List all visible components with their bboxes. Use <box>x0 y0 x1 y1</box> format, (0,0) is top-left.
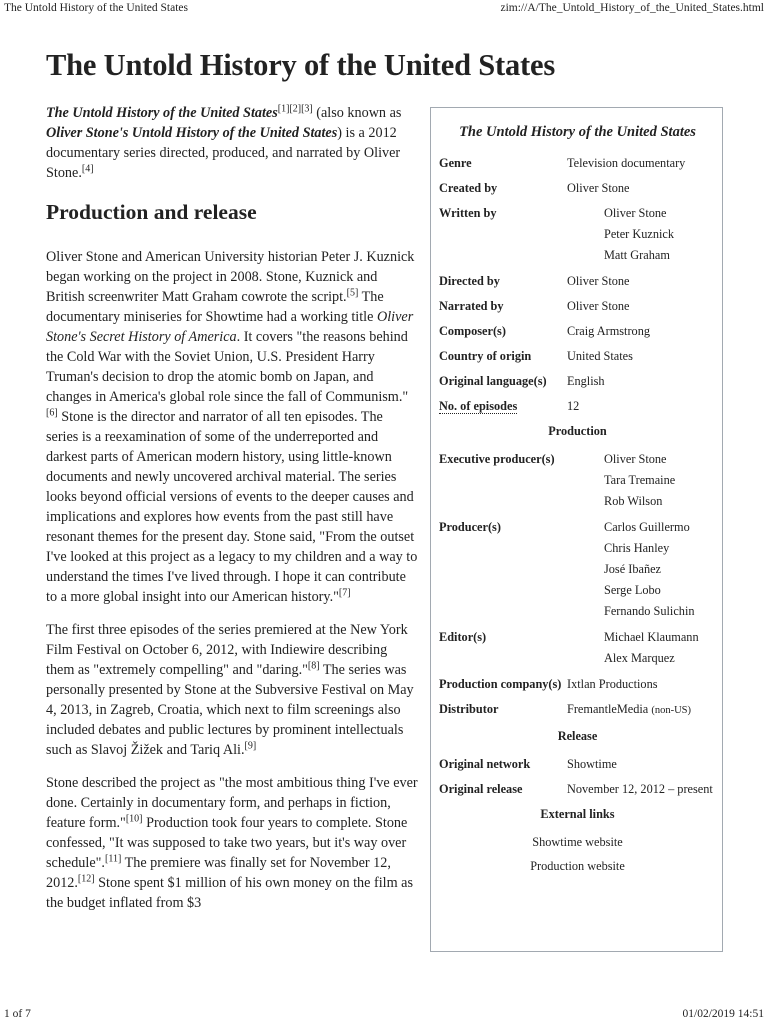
ref-link[interactable]: [5] <box>346 287 359 299</box>
intro-text: ) is a 2012 documentary series directed, produced, and narrated by Oliver Stone. <box>46 125 401 181</box>
body-text: The first three episodes of the series premiered at the New York Film Festival on October 6, 2012, with Indiewire describing them as "extremely compelling" and "daring." <box>46 622 408 678</box>
infobox-label: Original language(s) <box>439 374 547 388</box>
page-title: The Untold History of the United States <box>46 48 556 82</box>
article-bold-title: The Untold History of the United States <box>46 105 278 121</box>
infobox-label: Executive producer(s) <box>439 452 555 466</box>
infobox-list-item[interactable]: Oliver Stone <box>604 206 667 220</box>
infobox-list-item: Tara Tremaine <box>604 473 676 487</box>
infobox-label: Editor(s) <box>439 630 487 644</box>
infobox-row-directed-by <box>439 271 716 291</box>
print-datetime: 01/02/2019 14:51 <box>682 1008 764 1020</box>
body-text: . It covers "the reasons behind the Cold War with the Soviet Union, U.S. President Harry Truman's decision to drop the atomic bomb on Japan, and changes in America's global role since the fall of Communism." <box>46 329 409 405</box>
infobox-label: Distributor <box>439 702 499 716</box>
intro-text: (also known as <box>312 105 402 121</box>
infobox-value: United States <box>567 349 633 363</box>
infobox-row-language <box>439 371 716 391</box>
infobox-row-distributor <box>439 699 716 721</box>
body-text: The series was personally presented by Stone at the Subversive Festival on May 4, 2013, in Zagreb, Croatia, which next to film screenings also included debates and public lectures by prominent intellectuals such as Slavoj Žižek and Tariq Ali. <box>46 662 414 758</box>
section-heading: Production and release <box>46 200 257 224</box>
infobox-label: Genre <box>439 156 472 170</box>
body-text: Stone is the director and narrator of all ten episodes. The series is a reexamination of some of the underreported and darkest parts of American modern history, using little-known documents and newly uncovered archival material. The series looks beyond official versions of events to the deeper causes and implications and explores how events from the past still have resonant themes for the present day. Stone said, "From the outset I've looked at this project as a legacy to my children and a way to understand the times I've lived through. I hope it can contribute to a more global insight into our American history." <box>46 409 418 605</box>
infobox-row-composer <box>439 321 716 341</box>
infobox-value-list <box>567 203 716 266</box>
print-header <box>0 2 768 14</box>
infobox-row-editors <box>439 627 716 669</box>
infobox-value-list <box>567 449 716 512</box>
infobox-value[interactable]: Craig Armstrong <box>567 324 650 338</box>
body-paragraph <box>46 773 418 913</box>
print-header-title: The Untold History of the United States <box>4 2 188 14</box>
infobox-value-list <box>567 627 716 669</box>
ref-link[interactable]: [12] <box>77 873 95 885</box>
distributor-note: (non-US) <box>651 705 692 716</box>
infobox-list-item: Fernando Sulichin <box>604 604 695 618</box>
infobox-row-production-company <box>439 674 716 694</box>
ref-link[interactable]: [1][2][3] <box>277 103 313 115</box>
infobox-label: Original network <box>439 757 531 771</box>
body-paragraph <box>46 247 418 607</box>
ref-link[interactable]: [10] <box>125 813 143 825</box>
production-website-link[interactable]: Production website <box>530 859 625 873</box>
infobox-list-item: Michael Klaumann <box>604 630 699 644</box>
page-count: 1 of 7 <box>4 1008 31 1020</box>
infobox-label: Production company(s) <box>439 677 562 691</box>
infobox-list-item: Alex Marquez <box>604 651 675 665</box>
infobox-value-list <box>567 517 716 622</box>
infobox-section-production: Production <box>548 424 607 438</box>
alt-title: Oliver Stone's Untold History of the United States <box>46 125 338 141</box>
infobox-list-item: José Ibañez <box>604 562 662 576</box>
infobox-row-written-by <box>439 203 716 266</box>
infobox-label: Written by <box>439 206 497 220</box>
infobox-label: Country of origin <box>439 349 532 363</box>
ref-link[interactable]: [8] <box>307 660 320 672</box>
infobox-section-release: Release <box>557 729 598 743</box>
infobox-title: The Untold History of the United States <box>459 124 696 140</box>
infobox-label: Created by <box>439 181 498 195</box>
infobox-label: Directed by <box>439 274 500 288</box>
infobox-list-item[interactable]: Oliver Stone <box>604 452 667 466</box>
infobox-label: Producer(s) <box>439 520 501 534</box>
infobox-value[interactable]: Television documentary <box>567 156 686 170</box>
body-text: The premiere was finally set for November 12, 2012. <box>46 855 391 891</box>
infobox-row-episodes <box>439 396 716 416</box>
infobox-row-release <box>439 779 716 799</box>
ref-link[interactable]: [6] <box>46 407 58 419</box>
infobox-value <box>567 699 716 721</box>
infobox-value: 12 <box>567 399 580 413</box>
showtime-website-link[interactable]: Showtime website <box>532 835 623 849</box>
working-title: Oliver Stone's Secret History of America <box>46 309 414 345</box>
body-text: Stone described the project as "the most ambitious thing I've ever done. Certainly in documentary form, and perhaps in fiction, feature form." <box>46 775 418 831</box>
infobox-row-network <box>439 754 716 774</box>
print-footer <box>0 1008 768 1020</box>
abbr-label: No. of episodes <box>439 399 518 413</box>
infobox-value[interactable]: Oliver Stone <box>567 181 630 195</box>
infobox-value[interactable]: Oliver Stone <box>567 299 630 313</box>
body-text: The documentary miniseries for Showtime had a working title <box>46 289 384 325</box>
ref-link[interactable]: [4] <box>81 163 94 175</box>
infobox-section-external-links: External links <box>540 807 615 821</box>
infobox <box>430 107 723 952</box>
body-text: Stone spent $1 million of his own money on the film as the budget inflated from $3 <box>46 875 414 911</box>
print-header-url: zim://A/The_Untold_History_of_the_United_States.html <box>500 2 764 14</box>
infobox-row-narrated-by <box>439 296 716 316</box>
infobox-row-created-by <box>439 178 716 198</box>
infobox-value: November 12, 2012 – present <box>567 782 713 796</box>
infobox-row-country <box>439 346 716 366</box>
distributor-link[interactable]: FremantleMedia <box>567 702 649 716</box>
infobox-list-item: Matt Graham <box>604 248 670 262</box>
article-body <box>46 103 418 926</box>
infobox-label: Original release <box>439 782 523 796</box>
ref-link[interactable]: [11] <box>104 853 122 865</box>
infobox-row-producers <box>439 517 716 622</box>
infobox-value: Ixtlan Productions <box>567 677 658 691</box>
infobox-list-item[interactable]: Chris Hanley <box>604 541 670 555</box>
infobox-value[interactable]: Oliver Stone <box>567 274 630 288</box>
intro-paragraph <box>46 103 418 183</box>
body-text: Production took four years to complete. Stone confessed, "It was supposed to take two years, but it's way over schedule". <box>46 815 408 871</box>
infobox-list-item[interactable]: Peter Kuznick <box>604 227 674 241</box>
ref-link[interactable]: [7] <box>338 587 351 599</box>
infobox-row-exec-producers <box>439 449 716 512</box>
ref-link[interactable]: [9] <box>244 740 257 752</box>
infobox-row-genre <box>439 153 716 173</box>
infobox-list-item: Rob Wilson <box>604 494 663 508</box>
body-paragraph <box>46 620 418 760</box>
infobox-label: Composer(s) <box>439 324 506 338</box>
infobox-value[interactable]: Showtime <box>567 757 617 771</box>
body-text: Oliver Stone and American University historian Peter J. Kuznick began working on the project in 2008. Stone, Kuznick and British screenwriter Matt Graham cowrote the script. <box>46 249 415 305</box>
infobox-list-item: Serge Lobo <box>604 583 661 597</box>
infobox-value: English <box>567 374 605 388</box>
infobox-label: Narrated by <box>439 299 504 313</box>
infobox-list-item: Carlos Guillermo <box>604 520 690 534</box>
infobox-label <box>439 396 567 416</box>
